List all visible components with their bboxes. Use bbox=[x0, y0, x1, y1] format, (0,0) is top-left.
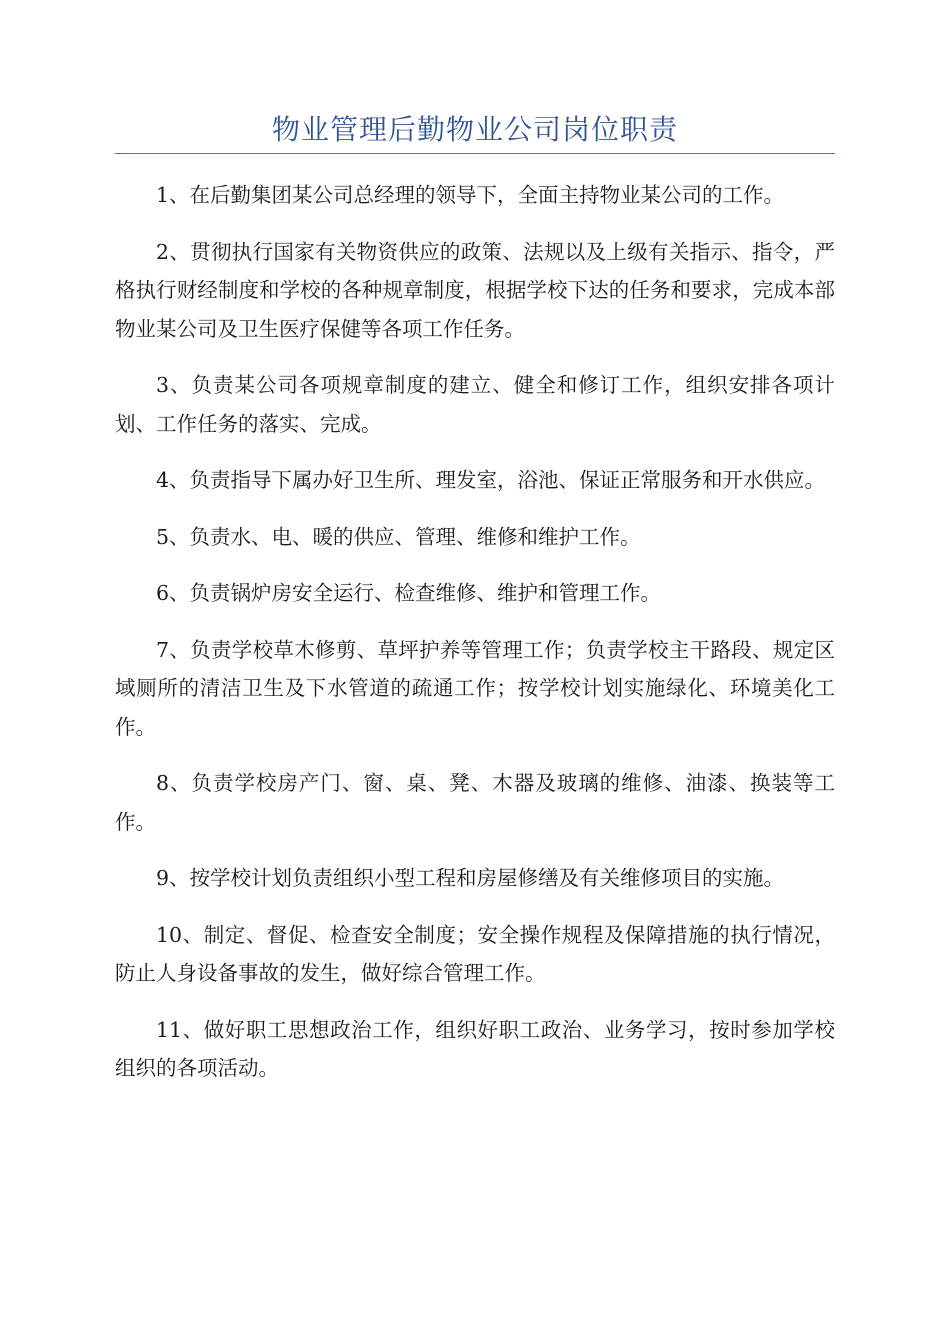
duty-item-3: 3、负责某公司各项规章制度的建立、健全和修订工作，组织安排各项计划、工作任务的落实、完成。 bbox=[115, 373, 835, 436]
duty-item-9: 9、按学校计划负责组织小型工程和房屋修缮及有关维修项目的实施。 bbox=[156, 866, 785, 890]
duty-item-11: 11、做好职工思想政治工作，组织好职工政治、业务学习，按时参加学校组织的各项活动。 bbox=[115, 1017, 835, 1080]
duty-item-4: 4、负责指导下属办好卫生所、理发室，浴池、保证正常服务和开水供应。 bbox=[156, 468, 826, 492]
duty-item-10: 10、制定、督促、检查安全制度；安全操作规程及保障措施的执行情况，防止人身设备事故的发生，做好综合管理工作。 bbox=[115, 922, 835, 985]
duty-item-7: 7、负责学校草木修剪、草坪护养等管理工作；负责学校主干路段、规定区域厕所的清洁卫生及下水管道的疏通工作；按学校计划实施绿化、环境美化工作。 bbox=[115, 637, 835, 739]
title-underline bbox=[115, 153, 835, 154]
duty-item-1: 1、在后勤集团某公司总经理的领导下，全面主持物业某公司的工作。 bbox=[156, 183, 785, 207]
duty-item-8: 8、负责学校房产门、窗、桌、凳、木器及玻璃的维修、油漆、换装等工作。 bbox=[115, 771, 835, 834]
document-title: 物业管理后勤物业公司岗位职责 bbox=[271, 113, 678, 146]
duty-item-5: 5、负责水、电、暖的供应、管理、维修和维护工作。 bbox=[156, 524, 641, 549]
duty-item-6: 6、负责锅炉房安全运行、检查维修、维护和管理工作。 bbox=[156, 581, 662, 605]
document-body bbox=[115, 176, 835, 1106]
duty-item-2: 2、贯彻执行国家有关物资供应的政策、法规以及上级有关指示、指令，严格执行财经制度和学校的各种规章制度，根据学校下达的任务和要求，完成本部物业某公司及卫生医疗保健等各项工作任务。 bbox=[115, 239, 835, 341]
